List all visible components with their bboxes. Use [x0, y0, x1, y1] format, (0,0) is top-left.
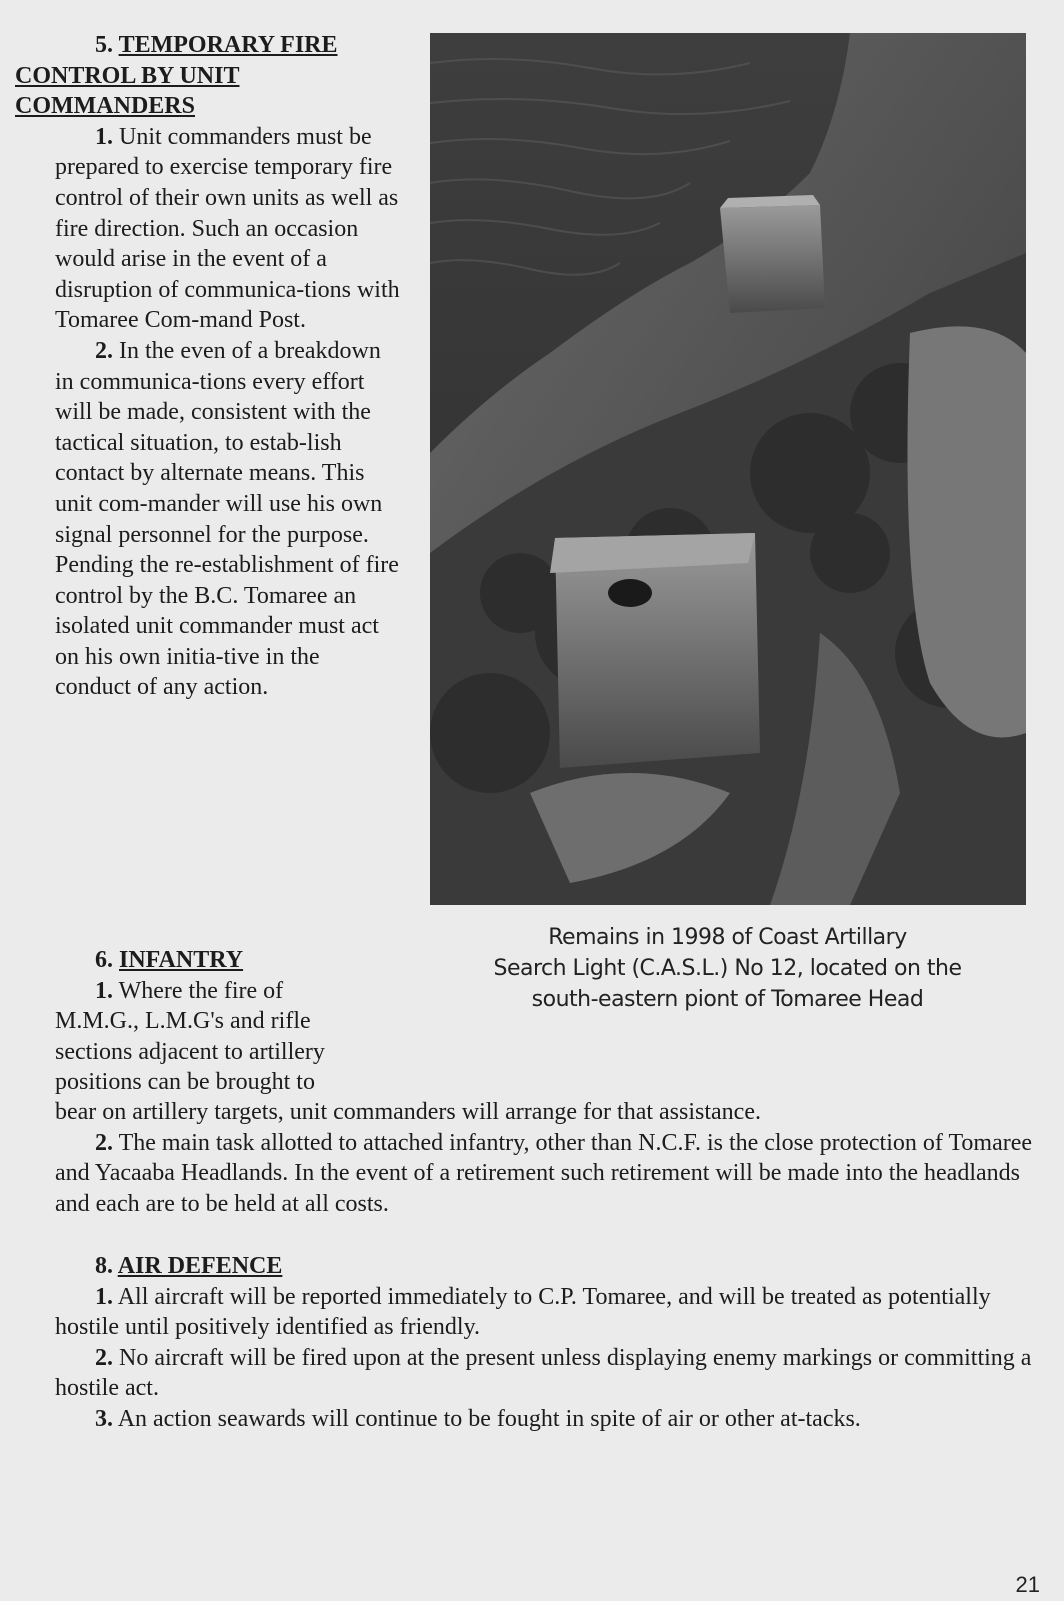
- section-8-heading: 8. AIR DEFENCE: [95, 1253, 283, 1279]
- section-6-heading: 6. INFANTRY: [95, 947, 244, 973]
- section-8-block: [55, 1251, 1055, 1435]
- photo-caption: Remains in 1998 of Coast Artillary Search Light (C.A.S.L.) No 12, located on the south-eastern piont of Tomaree Head: [493, 925, 962, 1012]
- section-6-paragraph-1-line-5: bear on artillery targets, unit commanders will arrange for that assistance.: [55, 1099, 761, 1125]
- section-6-continued: [55, 1097, 1055, 1219]
- section-5-column: [15, 30, 400, 703]
- section-5-paragraph-2: 2. In the even of a breakdown in communica-tions every effort will be made, consistent with the tactical situation, to estab-lish contact by alternate means. This unit com-mander will use his own signal personnel for the purpose. Pending the re-establishment of fire control by the B.C. Tomaree an isolated unit commander must act on his own initia-tive in the conduct of any action.: [55, 337, 399, 701]
- searchlight-photo: [430, 33, 1026, 905]
- section-8-paragraph-3: 3. An action seawards will continue to be fought in spite of air or other at-tacks.: [95, 1405, 861, 1432]
- page-number: 21: [1015, 1572, 1040, 1597]
- section-6-paragraph-2: 2. The main task allotted to attached infantry, other than N.C.F. is the close protection of Tomaree and Yacaaba Headlands. In the event of a retirement such retirement will be made into the headlands and each are to be held at all costs.: [55, 1129, 1033, 1217]
- section-6-paragraph-1-line-4: positions can be brought to: [55, 1069, 315, 1096]
- section-8-paragraph-1: 1. All aircraft will be reported immediately to C.P. Tomaree, and will be treated as potentially hostile until positively identified as friendly.: [55, 1283, 991, 1341]
- searchlight-base-lower: [550, 533, 760, 768]
- searchlight-base-upper: [720, 195, 825, 313]
- section-8-paragraph-2: 2. No aircraft will be fired upon at the present unless displaying enemy markings or committing a hostile act.: [55, 1344, 1032, 1402]
- section-6-paragraph-1-line-3: sections adjacent to artillery: [55, 1038, 325, 1065]
- rocky-coast-image: [430, 33, 1026, 905]
- section-5-paragraph-1: 1. Unit commanders must be prepared to exercise temporary fire control of their own units as well as fire direction. Such an occasion would arise in the event of a disruption of communica-tions with Tomaree Com-mand Post.: [55, 123, 400, 334]
- section-6-paragraph-1: 1. Where the fire of: [95, 977, 284, 1004]
- section-6-paragraph-1-line-2: M.M.G., L.M.G's and rifle: [55, 1008, 311, 1035]
- section-5-heading: 5. TEMPORARY FIRE CONTROL BY UNIT COMMANDERS: [15, 32, 338, 120]
- section-6-block: [55, 945, 455, 1098]
